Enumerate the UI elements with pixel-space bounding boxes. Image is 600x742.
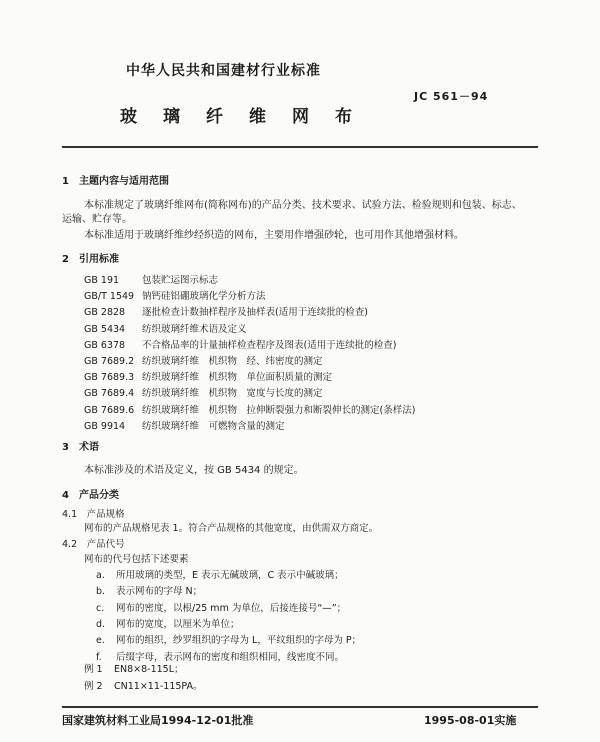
approval-date: 国家建筑材料工业局1994-12-01批准 <box>62 714 254 727</box>
reference-code: GB 2828 <box>84 307 126 319</box>
reference-code: GB 191 <box>84 275 120 286</box>
item-text: 所用玻璃的类型，E 表示无碱玻璃，C 表示中碱玻璃； <box>116 570 344 581</box>
section-4-heading: 4 产品分类 <box>62 490 119 501</box>
reference-code: GB 5434 <box>84 323 126 335</box>
reference-title: 不合格品率的计量抽样检查程序及图表(适用于连续批的检查) <box>142 339 397 351</box>
reference-title: 逐批检查计数抽样程序及抽样表(适用于连续批的检查) <box>142 307 368 319</box>
reference-item <box>84 337 396 351</box>
section-3-text: 本标准涉及的术语及定义，按 GB 5434 的规定。 <box>84 465 304 476</box>
item-label: f. <box>96 651 102 663</box>
reference-code: GB/T 1549 <box>84 291 135 303</box>
code-element-item <box>96 616 240 630</box>
item-text: 表示网布的字母 N； <box>116 586 203 598</box>
item-text: 后缀字母，表示网布的密度和组织相同，线密度不同。 <box>116 651 345 663</box>
page-title: 玻璃纤维网布 <box>120 107 378 127</box>
example-label: 例 1 <box>84 664 103 675</box>
item-label: c. <box>96 602 105 614</box>
item-text: 网布的组织，纱罗组织的字母为 L，平纹组织的字母为 P； <box>116 635 362 647</box>
section-4-1-text: 网布的产品规格见表 1。符合产品规格的其他宽度，由供需双方商定。 <box>84 523 379 534</box>
code-element-item <box>96 583 202 597</box>
reference-item <box>84 304 368 318</box>
reference-title: 纺织玻璃纤维 机织物 经、纬密度的测定 <box>142 356 323 367</box>
reference-item <box>84 385 323 399</box>
reference-item <box>84 402 415 416</box>
reference-code: GB 7689.3 <box>84 372 135 384</box>
reference-title: 纺织玻璃纤维 机织物 宽度与长度的测定 <box>142 388 323 400</box>
section-4-2-intro: 网布的代号包括下述要素 <box>84 554 189 565</box>
item-label: e. <box>96 635 105 647</box>
reference-code: GB 9914 <box>84 420 126 432</box>
section-1-para-1-line-2: 运输、贮存等。 <box>62 214 132 225</box>
section-4-2-heading: 4.2 产品代号 <box>62 539 125 550</box>
reference-item <box>84 418 285 432</box>
footer-divider <box>62 706 538 708</box>
reference-item <box>84 321 247 335</box>
reference-title: 纺织玻璃纤维 可燃物含量的测定 <box>142 420 285 432</box>
section-2-heading: 2 引用标准 <box>62 254 119 265</box>
section-1-para-1-line-1: 本标准规定了玻璃纤维网布(简称网布)的产品分类、技术要求、试验方法、检验规则和包装、标志、 <box>84 200 522 211</box>
reference-title: 纺织玻璃纤维术语及定义 <box>142 323 247 335</box>
reference-item <box>84 369 332 383</box>
item-text: 网布的密度，以根/25 mm 为单位，后接连接号“—”； <box>116 602 347 614</box>
item-label: a. <box>96 570 105 581</box>
reference-item <box>84 288 266 302</box>
reference-code: GB 7689.6 <box>84 404 135 416</box>
reference-title: 包装贮运图示标志 <box>142 275 219 286</box>
code-element-item <box>96 567 344 581</box>
item-text: 网布的宽度，以厘米为单位； <box>116 618 240 630</box>
reference-title: 纺织玻璃纤维 机织物 拉伸断裂强力和断裂伸长的测定(条样法) <box>142 404 416 416</box>
reference-title: 钠钙硅铝硼玻璃化学分析方法 <box>142 291 266 303</box>
reference-code: GB 6378 <box>84 339 126 351</box>
example-label: 例 2 <box>84 681 103 692</box>
example-text: CN11×11-115PA。 <box>114 681 203 692</box>
reference-code: GB 7689.4 <box>84 388 135 400</box>
header-divider <box>62 146 538 148</box>
section-3-heading: 3 术语 <box>62 442 99 453</box>
section-1-heading: 1 主题内容与适用范围 <box>62 176 169 187</box>
code-element-item <box>96 632 361 646</box>
section-1-para-2: 本标准适用于玻璃纤维纱经织造的网布，主要用作增强砂轮，也可用作其他增强材料。 <box>84 230 464 241</box>
standard-code: JC 561－94 <box>414 90 489 103</box>
example-item <box>84 661 184 675</box>
reference-item <box>84 272 218 286</box>
example-item <box>84 678 203 692</box>
item-label: b. <box>96 586 106 598</box>
reference-code: GB 7689.2 <box>84 356 135 367</box>
reference-title: 纺织玻璃纤维 机织物 单位面积质量的测定 <box>142 372 333 384</box>
code-element-item <box>96 600 346 614</box>
reference-item <box>84 353 323 367</box>
standard-type: 中华人民共和国建材行业标准 <box>126 63 321 79</box>
item-label: d. <box>96 618 106 630</box>
implementation-date: 1995-08-01实施 <box>424 714 517 727</box>
example-text: EN8×8-115L； <box>114 664 184 675</box>
section-4-1-heading: 4.1 产品规格 <box>62 509 125 520</box>
